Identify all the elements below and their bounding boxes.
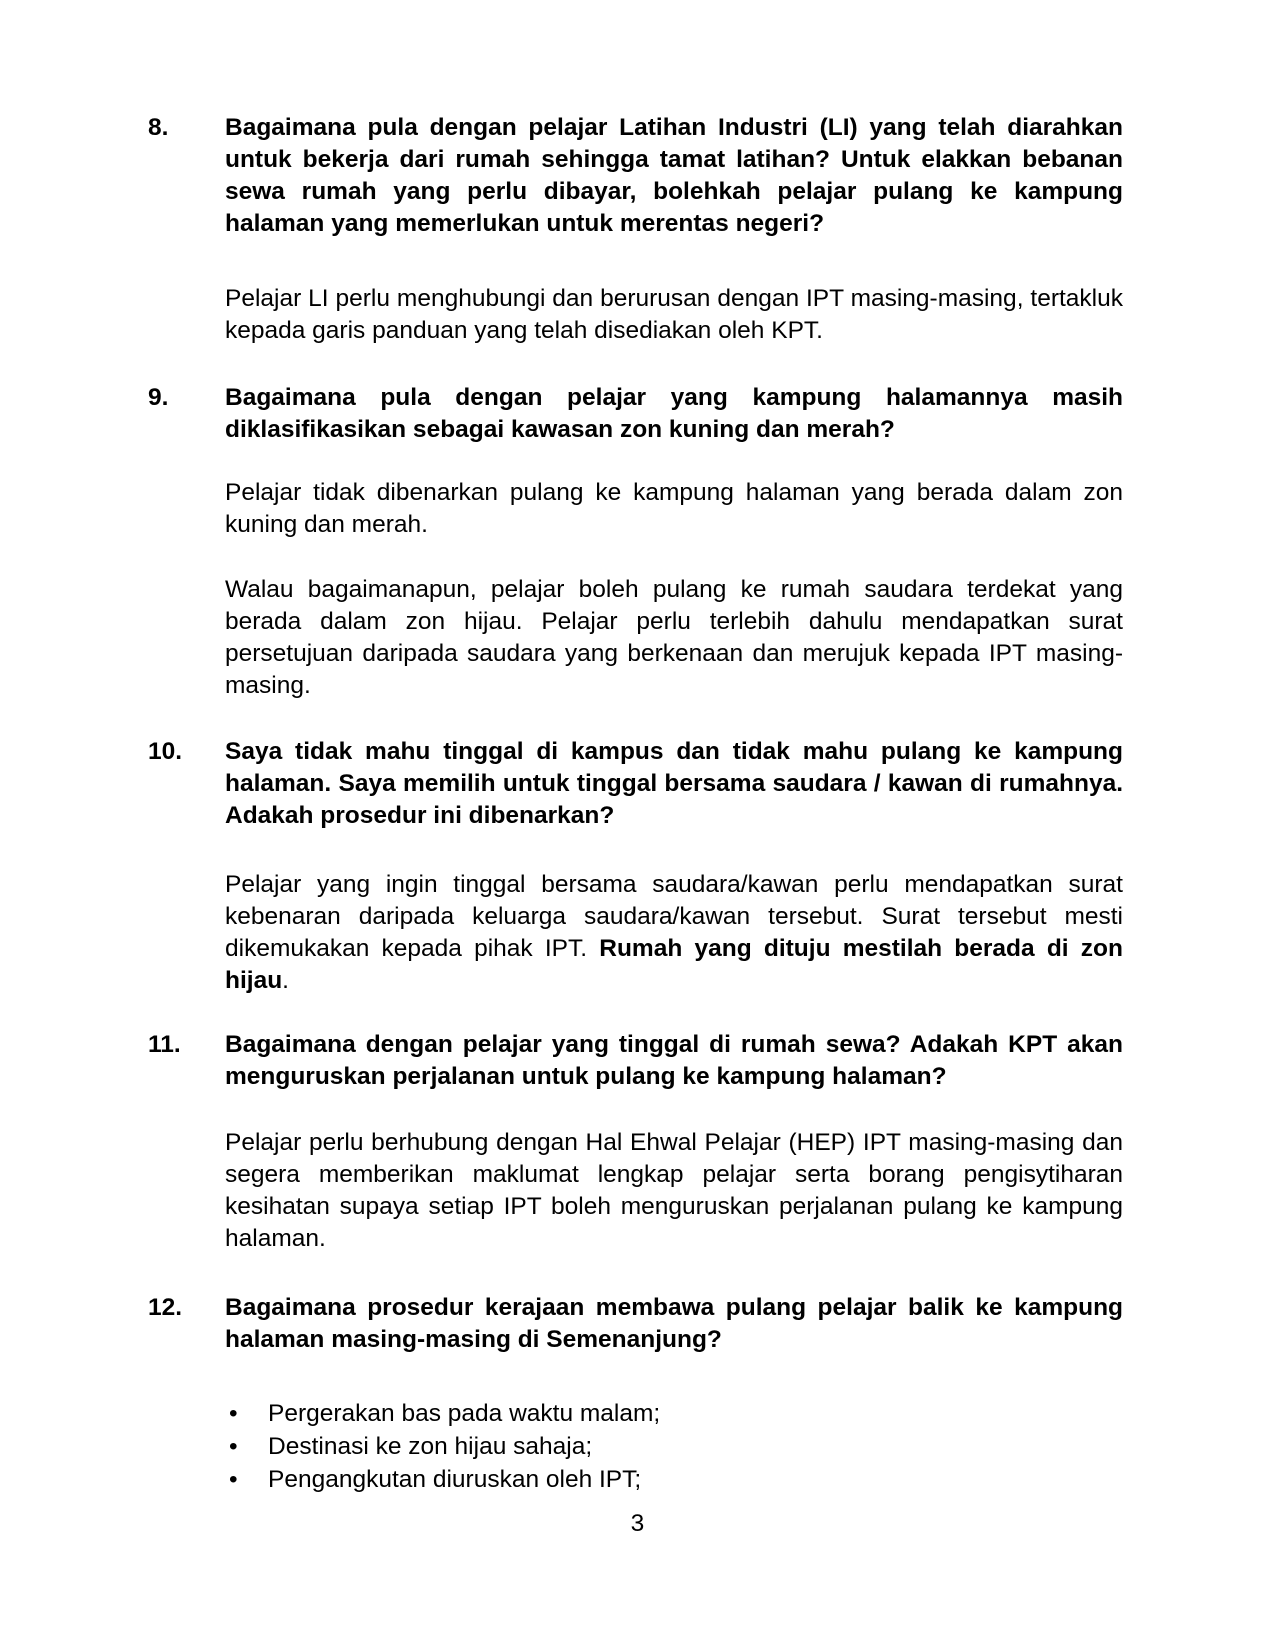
faq-item-8-question (148, 112, 1123, 240)
faq-item-12-question (148, 1292, 1123, 1356)
item-number: 11. (148, 1031, 181, 1058)
faq-item-12-bullets (148, 1397, 1123, 1496)
page-number: 3 (630, 1510, 645, 1537)
question-text: Bagaimana pula dengan pelajar Latihan Industri (LI) yang telah diarahkan untuk bekerja dari rumah sehingga tamat latihan? Untuk elakkan bebanan sewa rumah yang perlu dibayar, bolehkah pelajar pulang ke kampung halaman yang memerlukan untuk merentas negeri? (225, 114, 1123, 237)
answer-run: Pelajar yang ingin tinggal bersama saudara/kawan perlu mendapatkan surat kebenaran daripada keluarga saudara/kawan tersebut. Surat tersebut mesti dikemukakan kepada pihak IPT. (225, 871, 1123, 962)
bullet-item (225, 1463, 1123, 1496)
item-number: 12. (148, 1294, 183, 1321)
question-text: Bagaimana pula dengan pelajar yang kampung halamannya masih diklasifikasikan sebagai kawasan zon kuning dan merah? (225, 384, 1123, 443)
bullet-text: Pergerakan bas pada waktu malam; (268, 1400, 661, 1427)
bullet-text: Pengangkutan diuruskan oleh IPT; (268, 1466, 642, 1493)
bullet-list (225, 1397, 1123, 1496)
faq-item-11-question (148, 1029, 1123, 1093)
answer-run-bold: Rumah yang dituju mestilah berada di zon hijau (225, 935, 1123, 994)
faq-item-11-answer (148, 1127, 1123, 1255)
question-text: Bagaimana prosedur kerajaan membawa pulang pelajar balik ke kampung halaman masing-masing di Semenanjung? (225, 1294, 1123, 1353)
item-number: 10. (148, 738, 183, 765)
question-text: Bagaimana dengan pelajar yang tinggal di rumah sewa? Adakah KPT akan menguruskan perjalanan untuk pulang ke kampung halaman? (225, 1031, 1123, 1090)
bullet-icon: • (229, 1433, 238, 1460)
bullet-icon: • (229, 1466, 238, 1493)
bullet-text: Destinasi ke zon hijau sahaja; (268, 1433, 593, 1460)
faq-item-9-question (148, 382, 1123, 446)
faq-item-9-answer-2 (148, 574, 1123, 702)
answer-text (225, 869, 1123, 997)
faq-list (148, 112, 1123, 1496)
bullet-item (225, 1430, 1123, 1463)
bullet-icon: • (229, 1400, 238, 1427)
question-text: Saya tidak mahu tinggal di kampus dan tidak mahu pulang ke kampung halaman. Saya memilih untuk tinggal bersama saudara / kawan di rumahnya. Adakah prosedur ini dibenarkan? (225, 738, 1123, 829)
faq-item-10-answer (148, 869, 1123, 997)
answer-text: Walau bagaimanapun, pelajar boleh pulang ke rumah saudara terdekat yang berada dalam zon hijau. Pelajar perlu terlebih dahulu mendapatkan surat persetujuan daripada saudara yang berkenaan dan merujuk kepada IPT masing-masing. (225, 576, 1123, 699)
answer-text: Pelajar tidak dibenarkan pulang ke kampung halaman yang berada dalam zon kuning dan merah. (225, 479, 1123, 538)
item-number: 9. (148, 384, 169, 411)
answer-text: Pelajar LI perlu menghubungi dan berurusan dengan IPT masing-masing, tertakluk kepada garis panduan yang telah disediakan oleh KPT. (225, 285, 1123, 344)
item-number: 8. (148, 114, 169, 141)
faq-item-9-answer-1 (148, 477, 1123, 541)
faq-item-10-question (148, 736, 1123, 832)
answer-text: Pelajar perlu berhubung dengan Hal Ehwal Pelajar (HEP) IPT masing-masing dan segera memberikan maklumat lengkap pelajar serta borang pengisytiharan kesihatan supaya setiap IPT boleh menguruskan perjalanan pulang ke kampung halaman. (225, 1129, 1123, 1252)
bullet-item (225, 1397, 1123, 1430)
answer-run: . (282, 967, 289, 994)
faq-item-8-answer (148, 283, 1123, 347)
